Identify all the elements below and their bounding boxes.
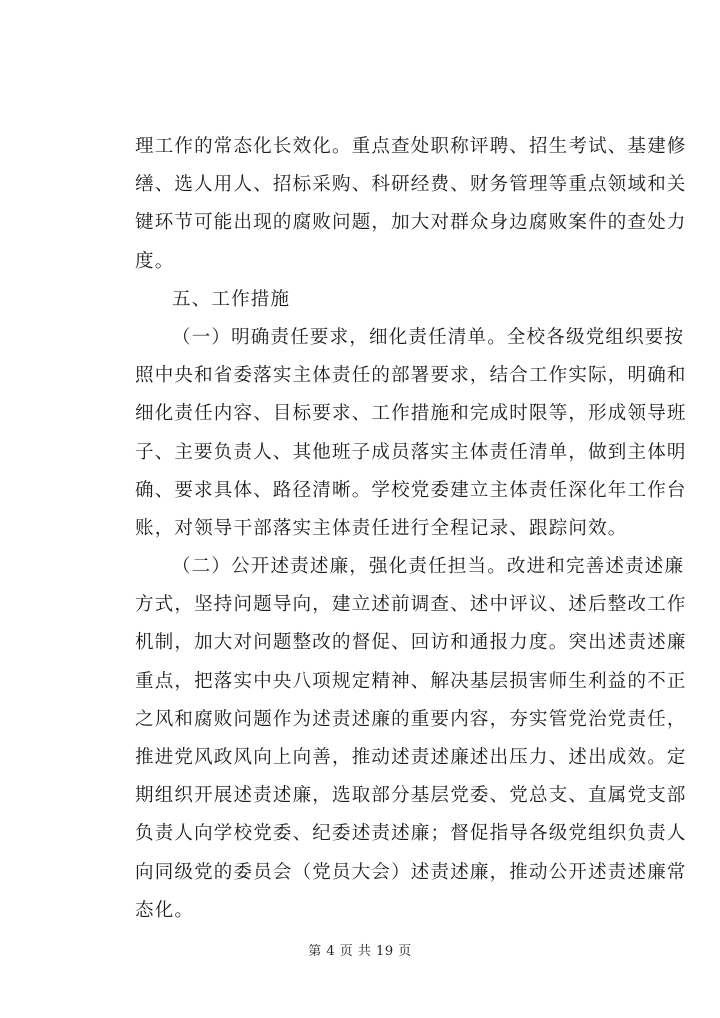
text-line: 方式，坚持问题导向，建立述前调查、述中评议、述后整改工作: [135, 594, 687, 616]
page-number-footer: 第 4 页 共 19 页: [308, 944, 412, 959]
text-line: 向同级党的委员会（党员大会）述责述廉，推动公开述责述廉常: [135, 861, 687, 883]
text-line: （二）公开述责述廉，强化责任担当。改进和完善述责述廉: [172, 556, 685, 578]
text-line: 照中央和省委落实主体责任的部署要求，结合工作实际，明确和: [135, 365, 687, 387]
text-line: 键环节可能出现的腐败问题，加大对群众身边腐败案件的查处力: [135, 212, 687, 234]
text-line: 之风和腐败问题作为述责述廉的重要内容，夯实管党治党责任，: [135, 708, 687, 730]
text-line: 确、要求具体、路径清晰。学校党委建立主体责任深化年工作台: [135, 479, 687, 501]
text-line: 账，对领导干部落实主体责任进行全程记录、跟踪问效。: [135, 517, 628, 539]
text-line: （一）明确责任要求，细化责任清单。全校各级党组织要按: [172, 326, 685, 348]
text-line: 度。: [135, 250, 175, 272]
text-line: 态化。: [135, 899, 195, 921]
text-line: 子、主要负责人、其他班子成员落实主体责任清单，做到主体明: [135, 441, 687, 463]
text-line: 理工作的常态化长效化。重点查处职称评聘、招生考试、基建修: [135, 136, 687, 157]
text-line: 期组织开展述责述廉，选取部分基层党委、党总支、直属党支部: [135, 785, 687, 807]
text-line: 细化责任内容、目标要求、工作措施和完成时限等，形成领导班: [135, 403, 687, 425]
text-line: 重点，把落实中央八项规定精神、解决基层损害师生利益的不正: [135, 670, 687, 692]
text-line: 机制，加大对问题整改的督促、回访和通报力度。突出述责述廉: [135, 632, 687, 654]
text-line: 推进党风政风向上向善，推动述责述廉述出压力、述出成效。定: [135, 747, 687, 768]
text-line: 缮、选人用人、招标采购、科研经费、财务管理等重点领域和关: [135, 174, 687, 196]
document-body: [135, 128, 687, 930]
text-line: 负责人向学校党委、纪委述责述廉；督促指导各级党组织负责人: [135, 823, 687, 845]
section-heading: 五、工作措施: [172, 288, 291, 310]
